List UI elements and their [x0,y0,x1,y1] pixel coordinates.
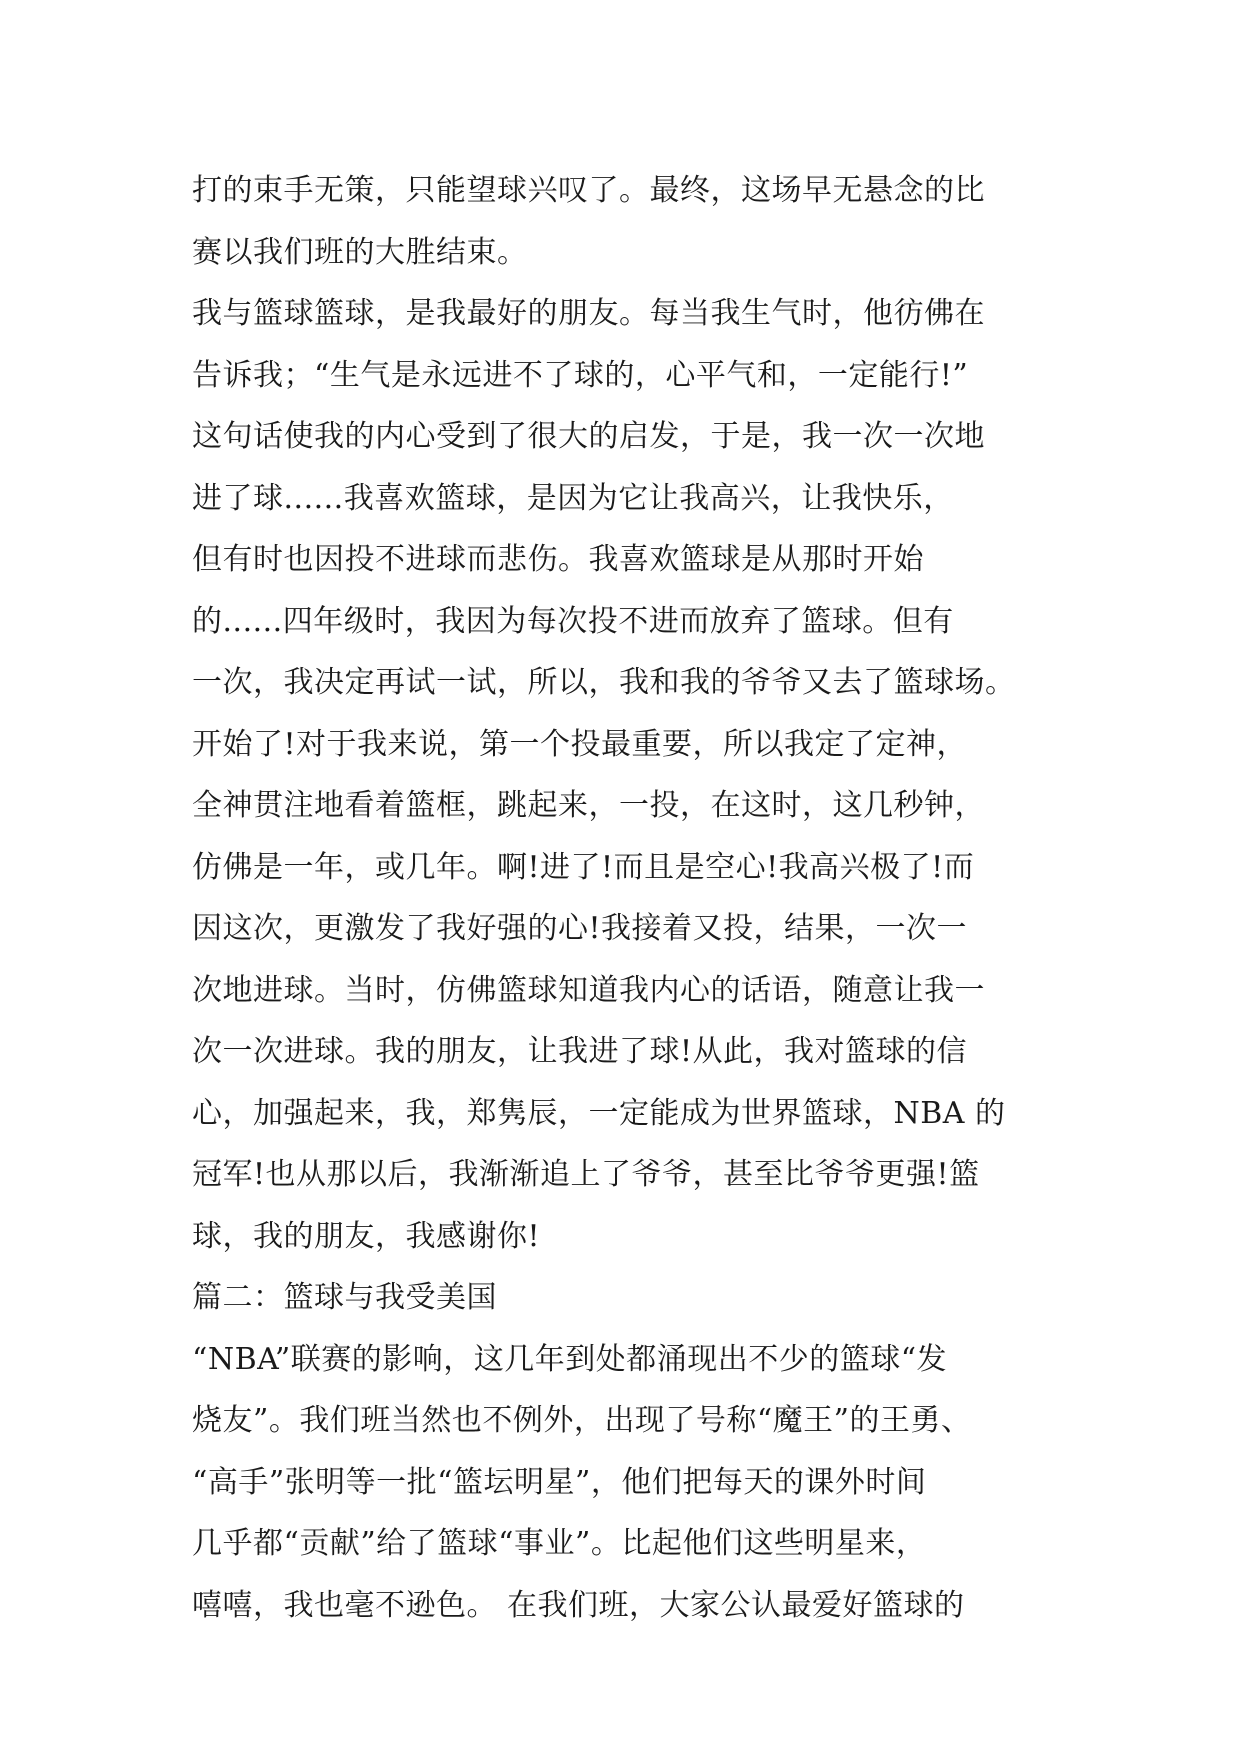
text-line: 进了球......我喜欢篮球，是因为它让我高兴，让我快乐， [192,480,954,516]
body-text [192,160,1112,1636]
text-line: 烧友”。我们班当然也不例外，出现了号称“魔王”的王勇、 [192,1403,972,1438]
text-line: 嘻嘻，我也毫不逊色。 在我们班，大家公认最爱好篮球的 [192,1587,965,1623]
text-line: 几乎都“贡献”给了篮球“事业”。比起他们这些明星来， [192,1526,927,1561]
text-line: 心，加强起来，我，郑隽辰，一定能成为世界篮球，NBA 的 [192,1095,1006,1131]
text-line: 因这次，更激发了我好强的心!我接着又投，结果，一次一 [192,911,968,946]
text-line: 的......四年级时，我因为每次投不进而放弃了篮球。但有 [192,603,954,639]
text-line: 赛以我们班的大胜结束。 [192,234,528,270]
text-line: 全神贯注地看着篮框，跳起来，一投，在这时，这几秒钟， [192,788,985,823]
section-heading: 篇二：篮球与我受美国 [192,1280,497,1315]
text-line: 仿佛是一年，或几年。啊!进了!而且是空心!我高兴极了!而 [192,849,975,885]
text-line: 告诉我；“生气是永远进不了球的，心平气和，一定能行!” [192,357,969,393]
text-line: 球，我的朋友，我感谢你! [192,1218,541,1254]
text-line: 我与篮球篮球，是我最好的朋友。每当我生气时，他彷佛在 [192,296,985,331]
text-line: 打的束手无策，只能望球兴叹了。最终，这场早无悬念的比 [192,173,985,208]
text-line: “高手”张明等一批“篮坛明星”，他们把每天的课外时间 [192,1464,927,1500]
text-line: 一次，我决定再试一试，所以，我和我的爷爷又去了篮球场。 [192,665,1016,700]
text-line: 冠军!也从那以后，我渐渐追上了爷爷，甚至比爷爷更强!篮 [192,1157,980,1192]
text-line: 次一次进球。我的朋友，让我进了球!从此，我对篮球的信 [192,1034,968,1069]
text-line: 但有时也因投不进球而悲伤。我喜欢篮球是从那时开始 [192,542,924,577]
text-line: 这句话使我的内心受到了很大的启发，于是，我一次一次地 [192,419,985,454]
text-line: 次地进球。当时，仿佛篮球知道我内心的话语，随意让我一 [192,972,985,1008]
text-line: “NBA”联赛的影响，这几年到处都涌现出不少的篮球“发 [192,1341,948,1377]
text-line: 开始了!对于我来说，第一个投最重要，所以我定了定神， [192,726,968,762]
